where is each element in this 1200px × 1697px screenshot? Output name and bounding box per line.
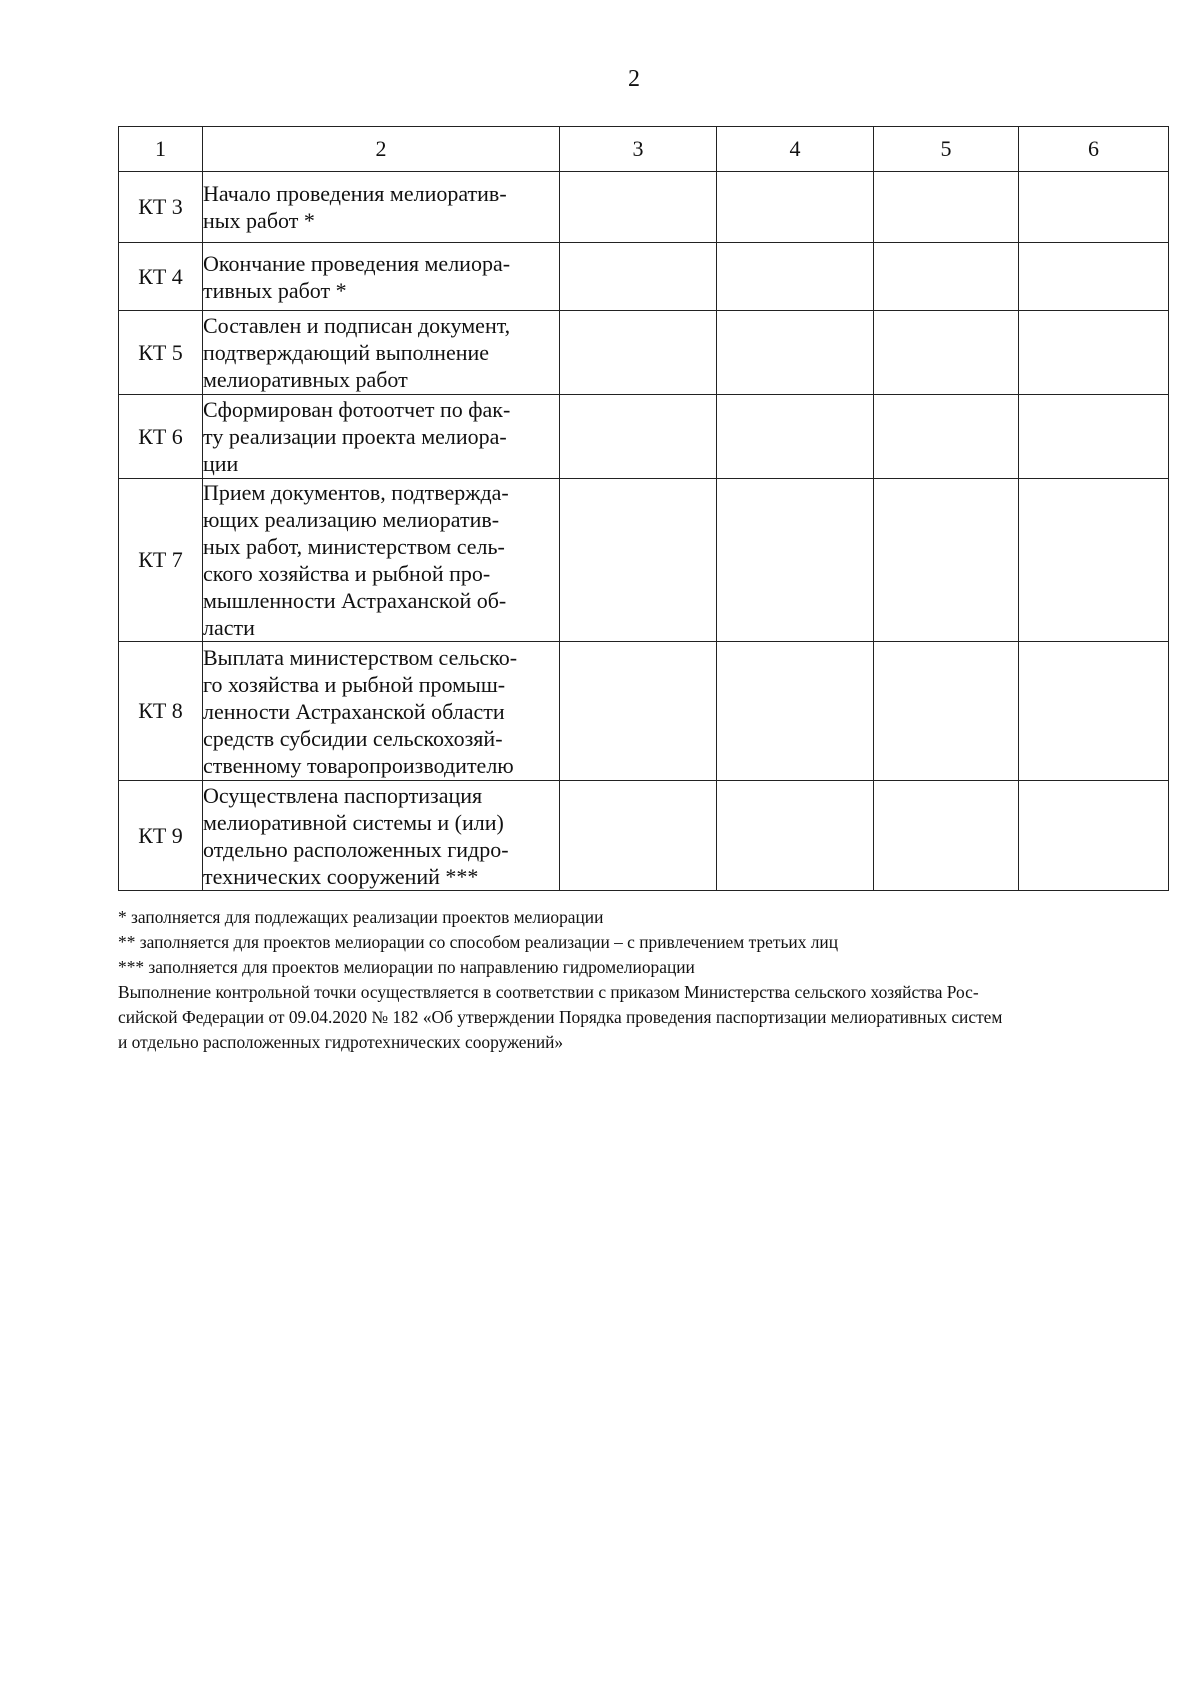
cell-col-4	[717, 781, 874, 891]
description-line: средств субсидии сельскохозяй-	[203, 725, 503, 751]
control-point-description	[203, 311, 560, 395]
description-line: Выплата министерством сельско-	[203, 644, 518, 670]
header-col-2: 2	[203, 127, 560, 172]
control-point-description	[203, 243, 560, 311]
cell-col-5	[874, 479, 1019, 642]
cell-col-4	[717, 311, 874, 395]
table-row	[119, 395, 1169, 479]
table-row	[119, 311, 1169, 395]
description-line: мелиоративной системы и (или)	[203, 809, 504, 835]
control-point-description	[203, 781, 560, 891]
description-line: го хозяйства и рыбной промыш-	[203, 671, 506, 697]
header-col-4: 4	[717, 127, 874, 172]
description-line: Осуществлена паспортизация	[203, 782, 483, 808]
description-line: ции	[203, 451, 239, 476]
description-line: Сформирован фотоотчет по фак-	[203, 397, 511, 422]
description-line: Составлен и подписан документ,	[203, 313, 511, 338]
footnote-double-asterisk: ** заполняется для проектов мелиорации со способом реализации – с привлечением третьих лиц	[118, 932, 839, 952]
cell-col-6	[1019, 479, 1169, 642]
header-col-3: 3	[560, 127, 717, 172]
control-point-code: КТ 5	[119, 311, 203, 395]
cell-col-6	[1019, 172, 1169, 243]
description-line: ленности Астраханской области	[203, 698, 505, 724]
cell-col-5	[874, 781, 1019, 891]
table-row	[119, 243, 1169, 311]
description-line: ственному товаропроизводителю	[203, 752, 514, 778]
description-line: ту реализации проекта мелиора-	[203, 424, 507, 449]
cell-col-6	[1019, 781, 1169, 891]
control-point-code: КТ 8	[119, 642, 203, 781]
footnotes	[118, 905, 1168, 1055]
header-col-1: 1	[119, 127, 203, 172]
cell-col-5	[874, 395, 1019, 479]
cell-col-5	[874, 172, 1019, 243]
cell-col-3	[560, 172, 717, 243]
description-line: подтверждающий выполнение	[203, 340, 490, 365]
page-number: 2	[628, 66, 640, 92]
control-point-description	[203, 642, 560, 781]
cell-col-6	[1019, 311, 1169, 395]
description-line: мелиоративных работ	[203, 367, 408, 392]
cell-col-3	[560, 781, 717, 891]
cell-col-6	[1019, 642, 1169, 781]
footnote-single-asterisk: * заполняется для подлежащих реализации проектов мелиорации	[118, 907, 604, 927]
control-points-table	[118, 126, 1169, 891]
control-point-description	[203, 172, 560, 243]
description-line: ных работ, министерством сель-	[203, 534, 505, 559]
cell-col-3	[560, 243, 717, 311]
table-row	[119, 642, 1169, 781]
description-line: ского хозяйства и рыбной про-	[203, 561, 491, 586]
header-col-6: 6	[1019, 127, 1169, 172]
table-row	[119, 781, 1169, 891]
table-row	[119, 479, 1169, 642]
cell-col-5	[874, 642, 1019, 781]
description-line: Начало проведения мелиоратив-	[203, 181, 507, 206]
control-point-code: КТ 4	[119, 243, 203, 311]
control-point-code: КТ 6	[119, 395, 203, 479]
table-header-row	[119, 127, 1169, 172]
description-line: технических сооружений ***	[203, 863, 479, 889]
table-row	[119, 172, 1169, 243]
description-line: ласти	[203, 615, 255, 640]
cell-col-4	[717, 243, 874, 311]
cell-col-4	[717, 395, 874, 479]
note-line: сийской Федерации от 09.04.2020 № 182 «Об утверждении Порядка проведения паспортизации мелиоративных систем	[118, 1007, 1003, 1027]
cell-col-4	[717, 172, 874, 243]
description-line: ющих реализацию мелиоратив-	[203, 507, 500, 532]
description-line: Прием документов, подтвержда-	[203, 480, 509, 505]
control-point-description	[203, 395, 560, 479]
header-col-5: 5	[874, 127, 1019, 172]
description-line: Окончание проведения мелиора-	[203, 250, 511, 276]
control-point-code: КТ 9	[119, 781, 203, 891]
description-line: мышленности Астраханской об-	[203, 588, 507, 613]
control-point-description	[203, 479, 560, 642]
cell-col-3	[560, 479, 717, 642]
cell-col-6	[1019, 395, 1169, 479]
cell-col-4	[717, 642, 874, 781]
note-line: Выполнение контрольной точки осуществляется в соответствии с приказом Министерства сельского хозяйства Рос-	[118, 982, 979, 1002]
description-line: тивных работ *	[203, 277, 347, 303]
description-line: ных работ *	[203, 208, 315, 233]
control-point-code: КТ 7	[119, 479, 203, 642]
cell-col-3	[560, 395, 717, 479]
footnote-triple-asterisk: *** заполняется для проектов мелиорации по направлению гидромелиорации	[118, 957, 695, 977]
note-line: и отдельно расположенных гидротехнических сооружений»	[118, 1032, 564, 1052]
cell-col-6	[1019, 243, 1169, 311]
description-line: отдельно расположенных гидро-	[203, 836, 509, 862]
cell-col-4	[717, 479, 874, 642]
cell-col-3	[560, 311, 717, 395]
cell-col-5	[874, 311, 1019, 395]
cell-col-3	[560, 642, 717, 781]
control-point-code: КТ 3	[119, 172, 203, 243]
cell-col-5	[874, 243, 1019, 311]
